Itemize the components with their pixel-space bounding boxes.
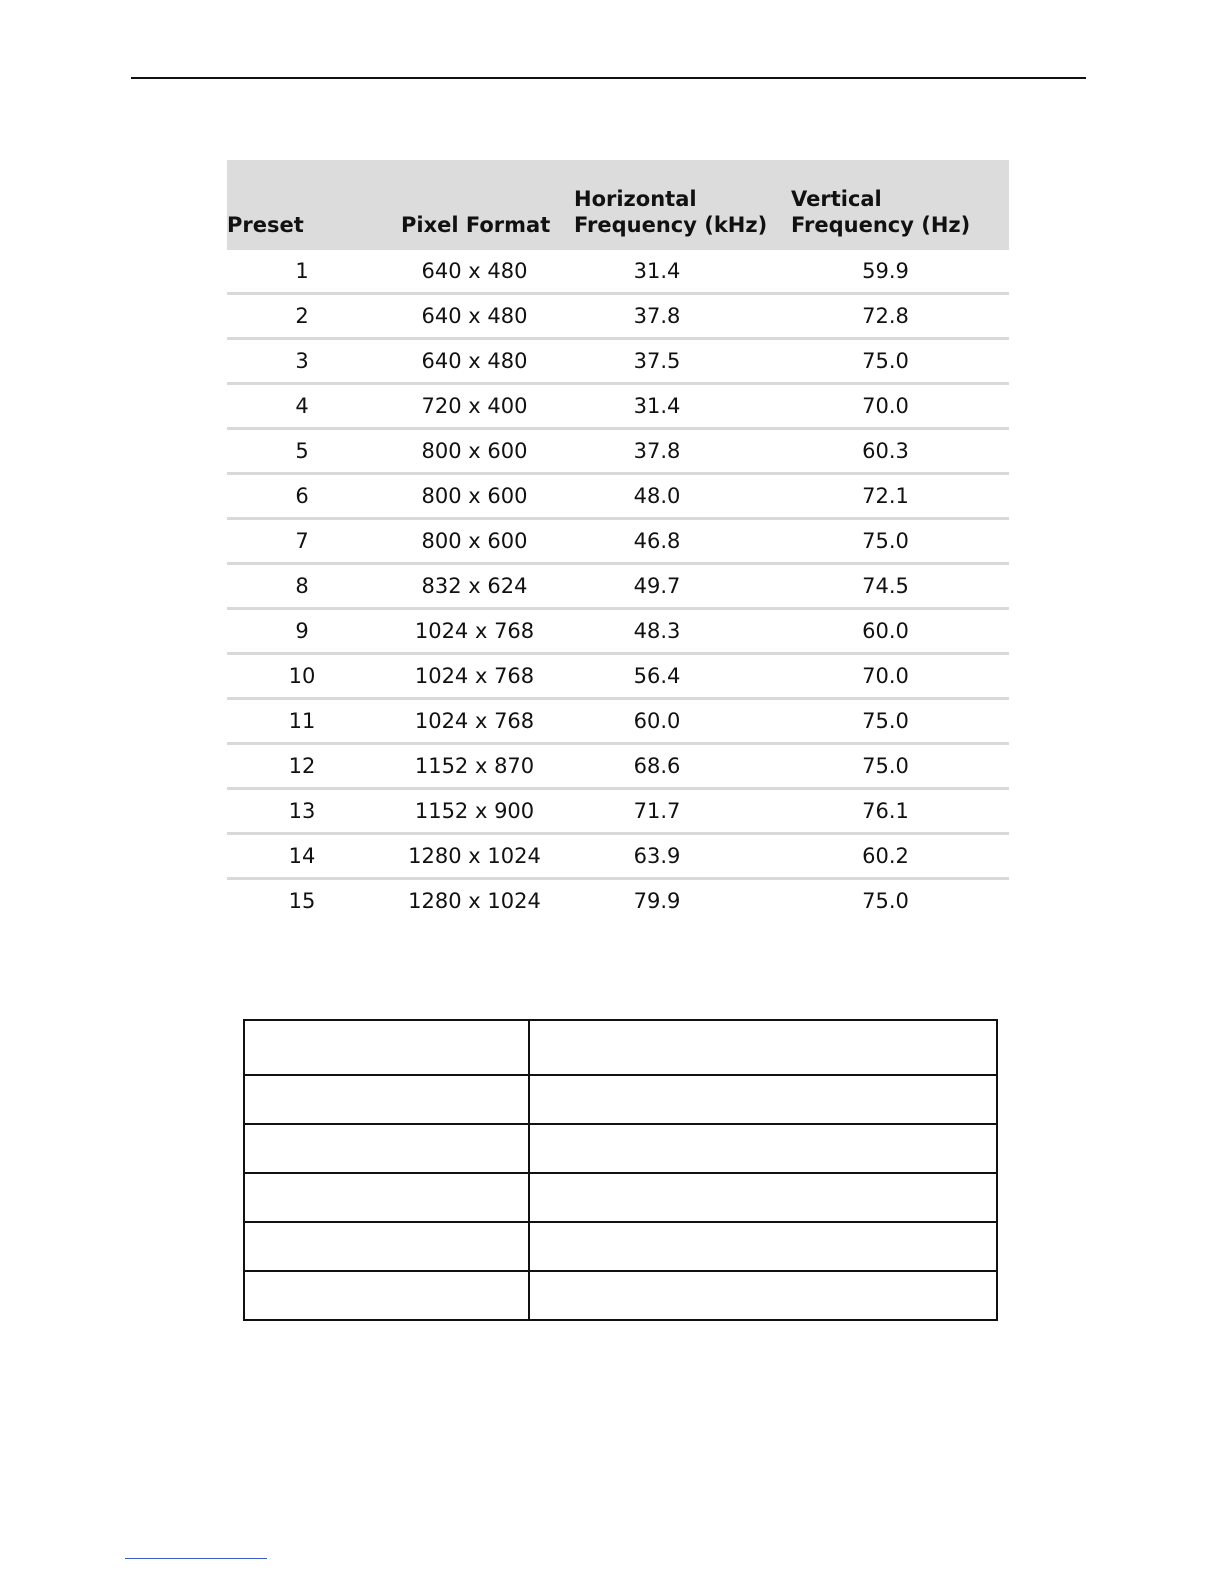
preset-row [227,429,1009,474]
preset-row [227,699,1009,744]
preset-number-cell: 3 [227,339,377,384]
empty-grid-cell [244,1020,529,1075]
horizontal-frequency-cell: 37.5 [572,339,772,384]
horizontal-frequency-cell: 31.4 [572,250,772,294]
horizontal-frequency-cell: 49.7 [572,564,772,609]
horizontal-frequency-cell: 63.9 [572,834,772,879]
pixel-format-cell: 1024 x 768 [377,654,572,699]
empty-grid-cell [529,1075,997,1124]
horizontal-frequency-cell: 56.4 [572,654,772,699]
vertical-frequency-cell: 70.0 [772,384,1009,429]
header-pixel-format: Pixel Format [377,160,572,250]
empty-grid-cell [529,1124,997,1173]
empty-grid-row [244,1173,997,1222]
horizontal-frequency-cell: 68.6 [572,744,772,789]
preset-row [227,654,1009,699]
empty-grid-header-row [244,1020,997,1075]
pixel-format-cell: 800 x 600 [377,519,572,564]
preset-number-cell: 5 [227,429,377,474]
preset-number-cell: 1 [227,250,377,294]
empty-grid-cell [244,1271,529,1320]
preset-row [227,474,1009,519]
preset-number-cell: 2 [227,294,377,339]
pixel-format-cell: 1152 x 870 [377,744,572,789]
preset-table-body [227,250,1009,922]
preset-number-cell: 14 [227,834,377,879]
empty-grid-row [244,1222,997,1271]
empty-grid-row [244,1075,997,1124]
vertical-frequency-cell: 60.0 [772,609,1009,654]
pixel-format-cell: 1152 x 900 [377,789,572,834]
preset-row [227,879,1009,923]
vertical-frequency-cell: 75.0 [772,339,1009,384]
empty-grid-row [244,1271,997,1320]
horizontal-frequency-cell: 79.9 [633,889,681,913]
vertical-frequency-cell: 75.0 [772,744,1009,789]
preset-number-cell: 13 [227,789,377,834]
pixel-format-cell: 1280 x 1024 [408,889,541,913]
horizontal-frequency-cell: 37.8 [572,429,772,474]
empty-grid-cell [529,1271,997,1320]
pixel-format-cell: 832 x 624 [377,564,572,609]
horizontal-frequency-cell: 46.8 [572,519,772,564]
footer-link-underline[interactable] [125,1558,267,1559]
pixel-format-cell: 640 x 480 [377,294,572,339]
empty-grid-cell [529,1173,997,1222]
empty-grid-cell [529,1222,997,1271]
vertical-frequency-cell: 70.0 [772,654,1009,699]
pixel-format-cell: 800 x 600 [377,429,572,474]
vertical-frequency-cell: 75.0 [862,889,909,913]
empty-grid-table [243,1019,998,1321]
pixel-format-cell: 640 x 480 [377,250,572,294]
empty-grid-cell [244,1075,529,1124]
vertical-frequency-cell: 60.3 [772,429,1009,474]
empty-grid-cell [244,1222,529,1271]
pixel-format-cell: 1280 x 1024 [377,834,572,879]
empty-grid-row [244,1124,997,1173]
preset-row [227,744,1009,789]
preset-number-cell: 11 [227,699,377,744]
pixel-format-cell: 800 x 600 [377,474,572,519]
preset-row [227,294,1009,339]
preset-number-cell: 6 [227,474,377,519]
pixel-format-cell: 1024 x 768 [377,699,572,744]
pixel-format-cell: 640 x 480 [377,339,572,384]
horizontal-frequency-cell: 37.8 [572,294,772,339]
preset-row [227,564,1009,609]
preset-number-cell: 15 [288,889,316,913]
preset-row [227,339,1009,384]
preset-modes-table [227,160,1009,922]
header-rule [131,77,1086,79]
preset-number-cell: 8 [227,564,377,609]
horizontal-frequency-cell: 60.0 [572,699,772,744]
horizontal-frequency-cell: 48.3 [572,609,772,654]
horizontal-frequency-cell: 31.4 [572,384,772,429]
header-vertical-frequency: Vertical Frequency (Hz) [772,160,1009,250]
preset-number-cell: 12 [227,744,377,789]
vertical-frequency-cell: 74.5 [772,564,1009,609]
preset-number-cell: 4 [227,384,377,429]
pixel-format-cell: 720 x 400 [377,384,572,429]
preset-row [227,519,1009,564]
horizontal-frequency-cell: 71.7 [572,789,772,834]
preset-row [227,789,1009,834]
empty-grid-cell [244,1124,529,1173]
vertical-frequency-cell: 72.1 [772,474,1009,519]
preset-table-header-row [227,160,1009,250]
vertical-frequency-cell: 75.0 [772,699,1009,744]
empty-grid-cell [244,1173,529,1222]
horizontal-frequency-cell: 48.0 [572,474,772,519]
vertical-frequency-cell: 75.0 [772,519,1009,564]
preset-row [227,384,1009,429]
header-horizontal-frequency: Horizontal Frequency (kHz) [572,160,772,250]
vertical-frequency-cell: 60.2 [772,834,1009,879]
preset-row [227,250,1009,294]
empty-grid-cell [529,1020,997,1075]
preset-row [227,609,1009,654]
header-preset: Preset [227,160,377,250]
preset-row [227,834,1009,879]
preset-number-cell: 10 [227,654,377,699]
vertical-frequency-cell: 59.9 [772,250,1009,294]
preset-number-cell: 9 [227,609,377,654]
vertical-frequency-cell: 72.8 [772,294,1009,339]
pixel-format-cell: 1024 x 768 [377,609,572,654]
preset-number-cell: 7 [227,519,377,564]
vertical-frequency-cell: 76.1 [772,789,1009,834]
